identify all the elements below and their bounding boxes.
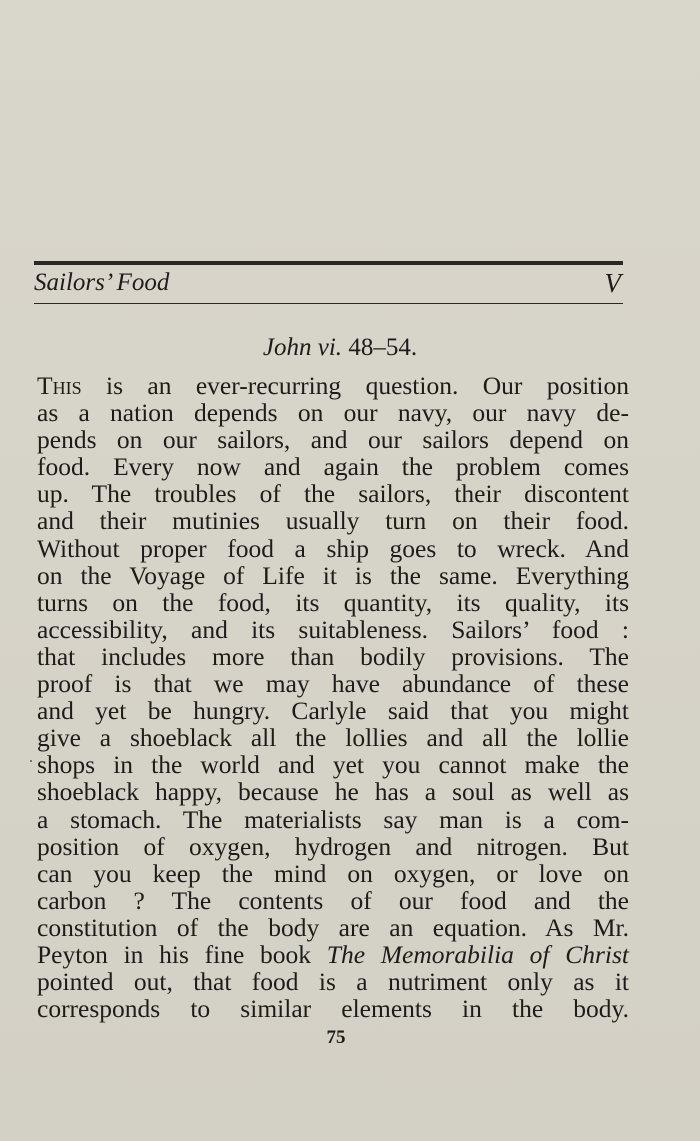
text-line: can you keep the mind on oxygen, or love on <box>37 858 629 888</box>
reference-book: John vi. <box>262 334 343 361</box>
reference-verses: 48–54. <box>348 334 418 361</box>
text-line: proof is that we may have abundance of these <box>37 669 629 699</box>
book-title: The Memorabilia of Christ <box>326 939 629 969</box>
running-head <box>34 267 623 299</box>
paper-speck <box>30 760 32 762</box>
text-line: corresponds to similar elements in the body. <box>37 994 629 1024</box>
text-line: on the Voyage of Life it is the same. Everything <box>37 560 629 590</box>
header-rule-top <box>34 261 623 265</box>
text-fragment: is an ever-recurring question. Our position <box>81 371 629 400</box>
opening-word: This <box>37 371 82 400</box>
text-line <box>37 941 629 968</box>
text-line: and their mutinies usually turn on their food. <box>37 506 629 536</box>
text-line: give a shoeblack all the lollies and all the lollie <box>37 723 629 753</box>
text-line: shops in the world and yet you cannot make the <box>37 750 629 780</box>
text-line: pends on our sailors, and our sailors depend on <box>37 425 629 455</box>
chapter-number: V <box>604 268 621 298</box>
text-line: that includes more than bodily provisions. The <box>37 641 629 671</box>
text-fragment: Peyton in his fine book <box>37 939 327 969</box>
text-line: a stomach. The materialists say man is a com- <box>37 804 629 834</box>
running-head-title: Sailors’ Food <box>34 269 170 296</box>
text-line: Without proper food a ship goes to wreck. And <box>37 533 629 563</box>
text-line: position of oxygen, hydrogen and nitrogen. But <box>37 831 629 861</box>
text-line: shoeblack happy, because he has a soul as well as <box>37 777 629 807</box>
text-line: turns on the food, its quantity, its quality, its <box>37 587 629 617</box>
text-line <box>37 372 629 399</box>
text-line: carbon ? The contents of our food and the <box>37 885 629 915</box>
page-number: 75 <box>326 1027 346 1048</box>
body-text <box>37 372 629 1022</box>
text-line: pointed out, that food is a nutriment only as it <box>37 967 629 997</box>
text-line: food. Every now and again the problem comes <box>37 452 629 482</box>
text-line: as a nation depends on our navy, our navy de- <box>37 398 629 428</box>
text-line: and yet be hungry. Carlyle said that you might <box>37 696 629 726</box>
scripture-reference <box>0 331 680 365</box>
header-rule-bottom <box>34 303 623 304</box>
text-line: accessibility, and its suitableness. Sailors’ food : <box>37 614 629 644</box>
text-line: up. The troubles of the sailors, their discontent <box>37 479 629 509</box>
text-line: constitution of the body are an equation. As Mr. <box>37 912 629 942</box>
